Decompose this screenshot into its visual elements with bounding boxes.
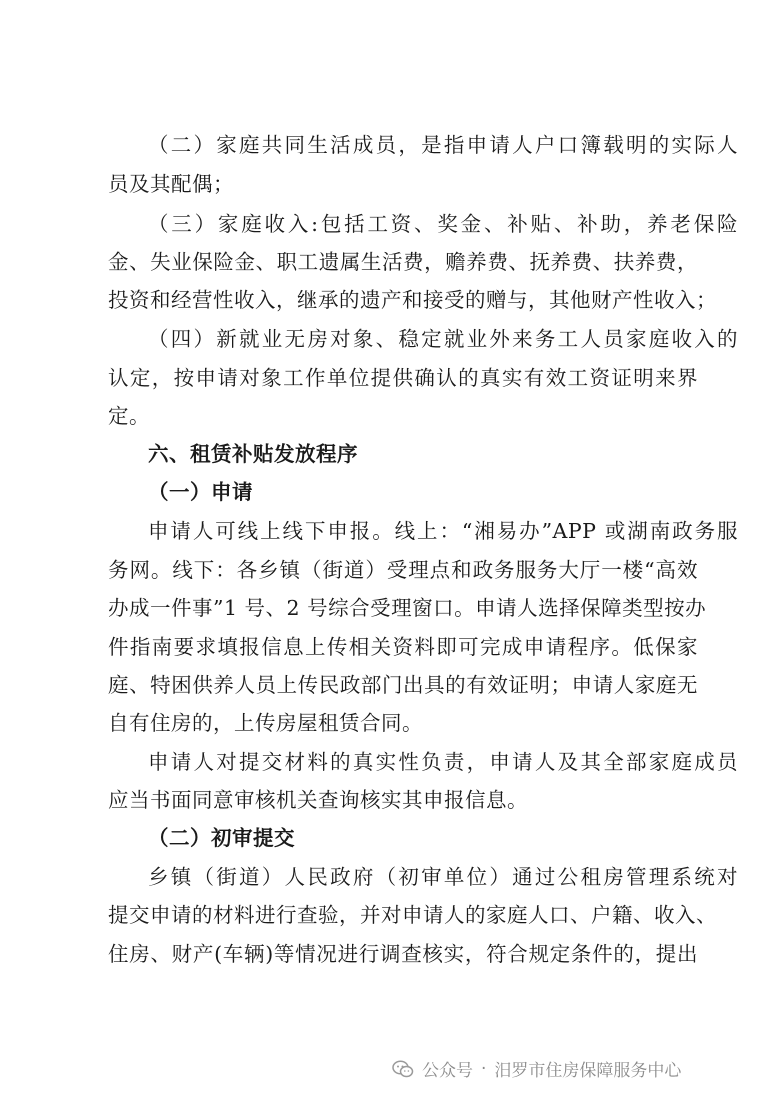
subsection-heading: （二）初审提交 xyxy=(148,826,295,850)
subsection-heading: （一）申请 xyxy=(148,480,253,504)
text-line: 自有住房的，上传房屋租赁合同。 xyxy=(108,711,423,735)
text-line: 住房、财产(车辆)等情况进行调查核实，符合规定条件的，提出 xyxy=(108,942,698,966)
section-heading: 六、租赁补贴发放程序 xyxy=(148,442,358,466)
text-line: （二）家庭共同生活成员，是指申请人户口簿载明的实际人 xyxy=(148,133,738,157)
text-line: 应当书面同意审核机关查询核实其申报信息。 xyxy=(108,788,528,812)
text-line: 员及其配偶； xyxy=(108,172,234,196)
text-line: 提交申请的材料进行查验，并对申请人的家庭人口、户籍、收入、 xyxy=(108,903,717,927)
text-line: 乡镇（街道）人民政府（初审单位）通过公租房管理系统对 xyxy=(148,865,738,889)
text-line: （三）家庭收入:包括工资、奖金、补贴、补助，养老保险 xyxy=(148,212,738,236)
text-line: 办成一件事”1 号、2 号综合受理窗口。申请人选择保障类型按办 xyxy=(108,596,707,620)
text-line: 认定，按申请对象工作单位提供确认的真实有效工资证明来界 xyxy=(108,366,698,390)
text-line: 申请人对提交材料的真实性负责，申请人及其全部家庭成员 xyxy=(148,750,738,774)
watermark-label: 公众号 xyxy=(422,1061,473,1081)
text-line: （四）新就业无房对象、稳定就业外来务工人员家庭收入的 xyxy=(148,327,738,351)
text-line: 务网。线下：各乡镇（街道）受理点和政务服务大厅一楼“高效 xyxy=(108,558,698,582)
text-line: 庭、特困供养人员上传民政部门出具的有效证明；申请人家庭无 xyxy=(108,673,698,697)
wechat-watermark xyxy=(392,1056,681,1081)
watermark-separator: · xyxy=(481,1058,487,1079)
text-line: 申请人可线上线下申报。线上：“湘易办”APP 或湖南政务服 xyxy=(148,519,738,543)
text-line: 金、失业保险金、职工遗属生活费，赡养费、抚养费、扶养费， xyxy=(108,250,698,274)
text-line: 投资和经营性收入，继承的遗产和接受的赠与，其他财产性收入； xyxy=(108,288,717,312)
text-line: 定。 xyxy=(108,404,150,428)
wechat-icon xyxy=(392,1060,414,1078)
watermark-account: 汨罗市住房保障服务中心 xyxy=(494,1061,682,1081)
text-line: 件指南要求填报信息上传相关资料即可完成申请程序。低保家 xyxy=(108,635,698,659)
